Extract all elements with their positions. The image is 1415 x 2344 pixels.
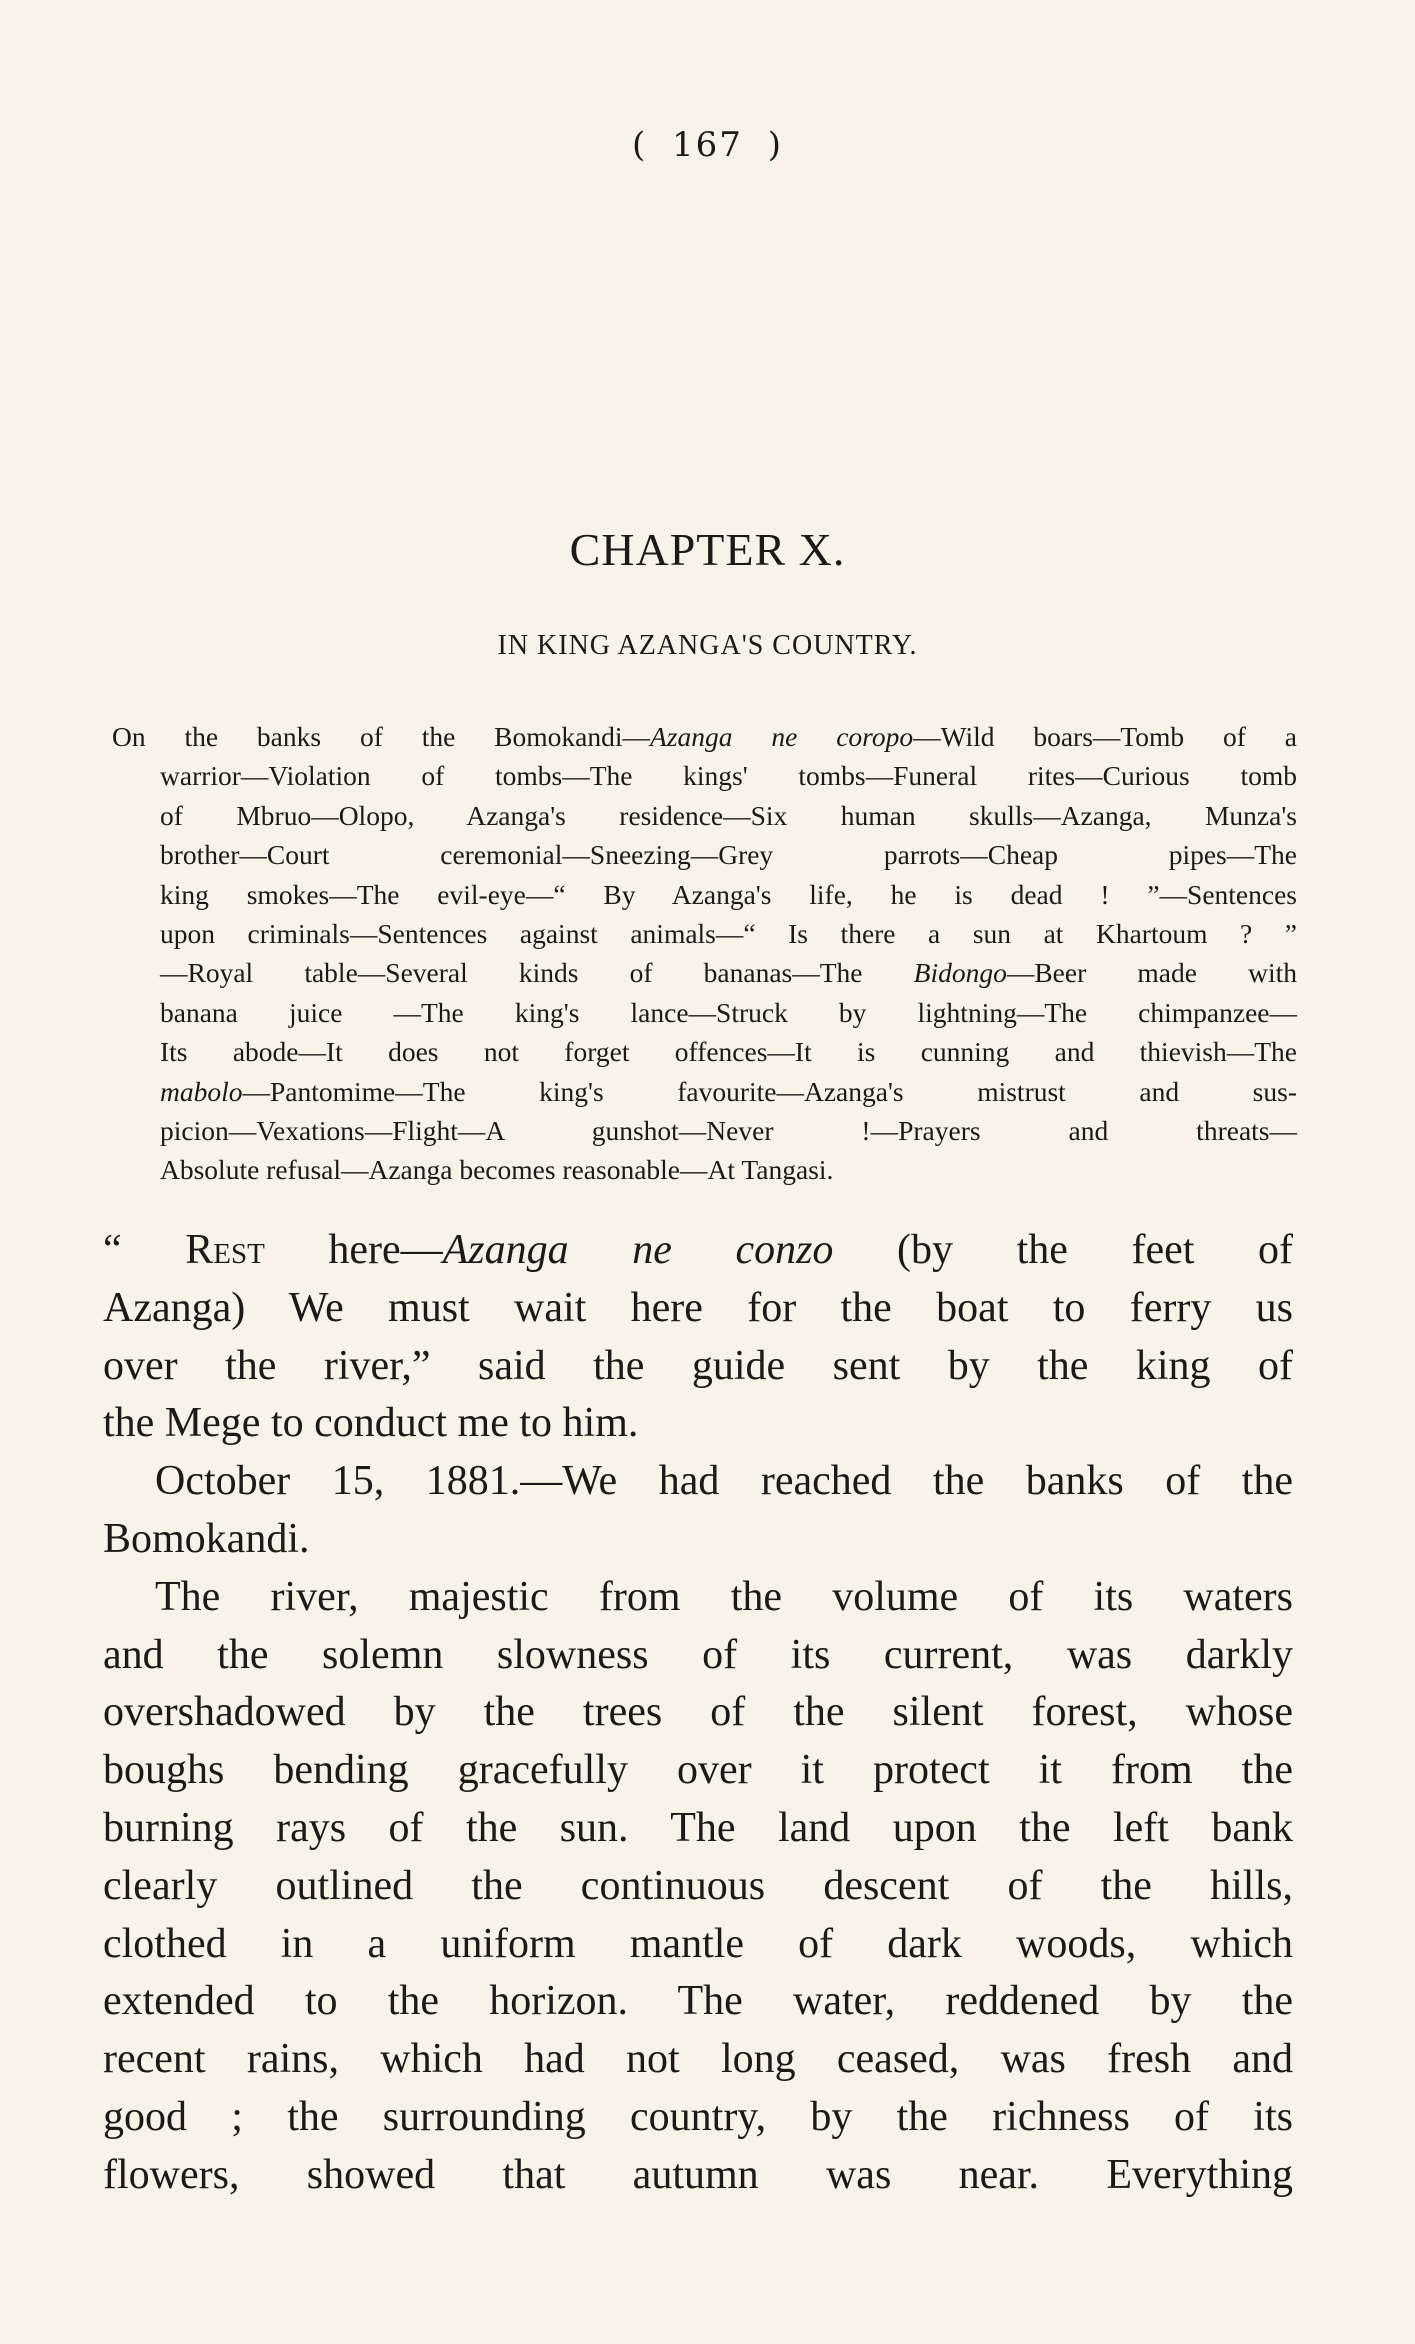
paragraph-text: extended to the horizon. The water, reddened by the xyxy=(103,1978,1293,2025)
body-text xyxy=(103,1222,1293,2205)
synopsis-line xyxy=(112,953,1297,992)
paragraph-line xyxy=(103,1280,1293,1338)
synopsis-text: Bidongo xyxy=(913,957,1007,989)
paragraph-text: “ xyxy=(103,1227,186,1273)
paragraph-text: The river, majestic from the volume of its waters xyxy=(155,1573,1293,1620)
paragraph-text: clearly outlined the continuous descent of the hills, xyxy=(103,1862,1293,1909)
paragraph-line xyxy=(103,1627,1293,1685)
synopsis-text: Its abode—It does not forget offences—It is cunning and thievish—The xyxy=(160,1036,1297,1068)
synopsis-text: Absolute refusal—Azanga becomes reasonable—At Tangasi. xyxy=(160,1154,834,1186)
paragraph-text: Azanga ne conzo xyxy=(442,1227,834,1273)
paragraph-text: Azanga) We must wait here for the boat to ferry us xyxy=(103,1284,1293,1331)
synopsis-text: banana juice —The king's lance—Struck by lightning—The chimpanzee— xyxy=(160,996,1297,1028)
paragraph-text: October 15, 1881.—We had reached the banks of the xyxy=(155,1458,1293,1505)
synopsis-text: mabolo xyxy=(160,1075,243,1107)
paragraph-line xyxy=(103,1453,1293,1511)
paragraph-line xyxy=(103,1973,1293,2031)
synopsis-line xyxy=(112,796,1297,835)
synopsis-line xyxy=(112,756,1297,795)
paragraph-line xyxy=(103,1569,1293,1627)
synopsis-text: warrior—Violation of tombs—The kings' tombs—Funeral rites—Curious tomb xyxy=(160,760,1297,792)
paragraph-text: flowers, showed that autumn was near. Everything xyxy=(103,2151,1293,2198)
chapter-subtitle: IN KING AZANGA'S COUNTRY. xyxy=(497,630,918,661)
paragraph-text: clothed in a uniform mantle of dark woods, which xyxy=(103,1920,1293,1967)
synopsis-text: —Beer made with xyxy=(1006,957,1297,989)
paragraph-line xyxy=(103,2031,1293,2089)
paragraph-text: and the solemn slowness of its current, was darkly xyxy=(103,1631,1293,1678)
paragraph-text: Bomokandi. xyxy=(103,1515,310,1562)
synopsis-line xyxy=(112,1150,1297,1189)
paragraph-text: good ; the surrounding country, by the richness of its xyxy=(103,2093,1293,2140)
paragraph-text: recent rains, which had not long ceased, was fresh and xyxy=(103,2036,1293,2083)
synopsis-line xyxy=(112,1072,1297,1111)
paragraph-text: over the river,” said the guide sent by the king of xyxy=(103,1342,1293,1389)
synopsis-text: of Mbruo—Olopo, Azanga's residence—Six human skulls—Azanga, Munza's xyxy=(160,799,1297,831)
paragraph-text: (by the feet of xyxy=(833,1227,1293,1273)
paragraph-line xyxy=(103,1222,1293,1280)
synopsis-line xyxy=(112,993,1297,1032)
paragraph-text: Rest xyxy=(185,1227,265,1273)
paragraph-line xyxy=(103,2089,1293,2147)
paragraph-line xyxy=(103,1858,1293,1916)
paragraph-line xyxy=(103,1684,1293,1742)
synopsis-line xyxy=(112,1111,1297,1150)
paragraph-line xyxy=(103,1742,1293,1800)
synopsis-text: brother—Court ceremonial—Sneezing—Grey parrots—Cheap pipes—The xyxy=(160,839,1297,871)
paragraph-line xyxy=(103,1511,1293,1569)
paragraph-text: the Mege to conduct me to him. xyxy=(103,1400,639,1447)
synopsis-text: —Wild boars—Tomb of a xyxy=(913,721,1298,752)
paragraph-line xyxy=(103,1338,1293,1396)
paragraph-line xyxy=(103,1800,1293,1858)
page-number: ( 167 ) xyxy=(631,125,784,165)
synopsis-line xyxy=(112,875,1297,914)
paragraph-line xyxy=(103,1395,1293,1453)
synopsis-text: —Royal table—Several kinds of bananas—The xyxy=(160,957,914,989)
paragraph-line xyxy=(103,1916,1293,1974)
synopsis-line xyxy=(112,1032,1297,1071)
synopsis-text: Azanga ne coropo xyxy=(650,721,914,752)
synopsis-line xyxy=(112,914,1297,953)
synopsis-text: —Pantomime—The king's favourite—Azanga's mistrust and sus- xyxy=(242,1075,1297,1107)
synopsis-line xyxy=(112,717,1297,756)
synopsis-text: king smokes—The evil-eye—“ By Azanga's life, he is dead ! ”—Sentences xyxy=(160,878,1297,910)
paragraph-text: boughs bending gracefully over it protect it from the xyxy=(103,1747,1293,1794)
synopsis-line xyxy=(112,835,1297,874)
synopsis-text: upon criminals—Sentences against animals—“ Is there a sun at Khartoum ? ” xyxy=(160,917,1297,949)
synopsis-text: picion—Vexations—Flight—A gunshot—Never !—Prayers and threats— xyxy=(160,1114,1297,1146)
paragraph-text: here— xyxy=(264,1227,443,1273)
paragraph-text: overshadowed by the trees of the silent forest, whose xyxy=(103,1689,1293,1736)
paragraph-line xyxy=(103,2147,1293,2205)
synopsis-text: On the banks of the Bomokandi— xyxy=(112,721,651,752)
chapter-title: CHAPTER X. xyxy=(569,524,846,575)
paragraph-text: burning rays of the sun. The land upon the left bank xyxy=(103,1804,1293,1851)
chapter-synopsis xyxy=(112,717,1297,1190)
